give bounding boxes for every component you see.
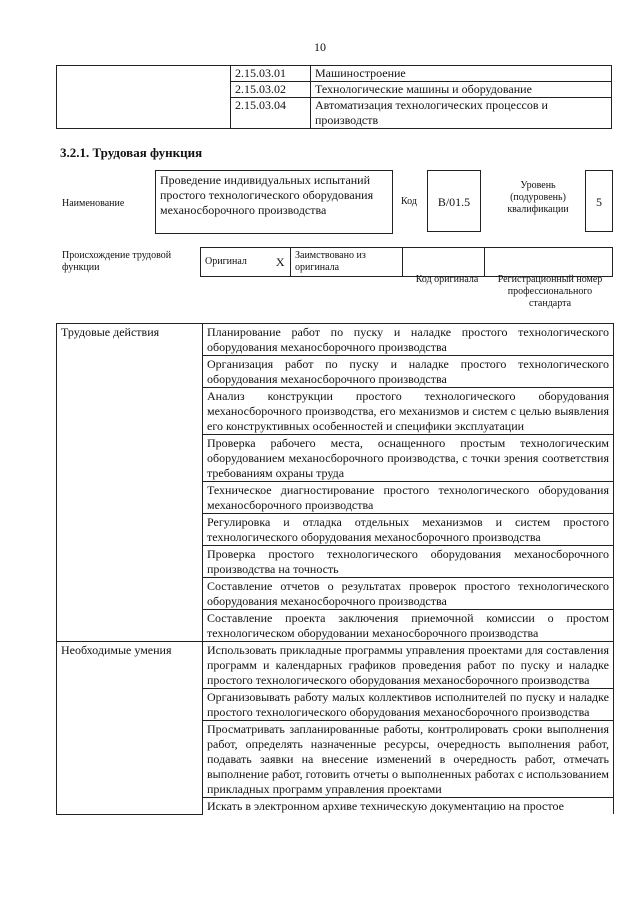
list-item: Просматривать запланированные работы, контролировать сроки выполнения работ, определять назначенные ресурсы, очередность выполнения работ, подавать заявки на внесение изменений в очередность работ, отмечать выполнение работ, готовить отчеты о выполненных работах с использованием прикладных программ управления проектами — [203, 721, 614, 798]
table-row — [57, 66, 612, 82]
original-mark: X — [271, 248, 291, 277]
list-item: Техническое диагностирование простого технологического оборудования механосборочного производства — [203, 482, 614, 514]
code-label: Код — [401, 196, 417, 207]
name-cell: Автоматизация технологических процессов и производств — [311, 98, 612, 129]
code-cell: 2.15.03.04 — [231, 98, 311, 129]
qualification-level-box: 5 — [585, 170, 613, 232]
required-skills-label: Необходимые умения — [57, 642, 203, 815]
reg-number-cell — [485, 248, 613, 277]
level-label: Уровень (подуровень) квалификации — [507, 180, 569, 215]
list-item: Составление проекта заключения приемочной комиссии о простом технологическом оборудовании механосборочного производства — [203, 610, 614, 642]
name-cell: Технологические машины и оборудование — [311, 82, 612, 98]
list-item: Организация работ по пуску и наладке простого технологического оборудования механосборочного производства — [203, 356, 614, 388]
list-item: Искать в электронном архиве техническую документацию на простое — [203, 798, 614, 815]
original-cell: Оригинал — [201, 248, 271, 277]
list-item: Организовывать работу малых коллективов исполнителей по пуску и наладке простого технологического оборудования механосборочного производства — [203, 689, 614, 721]
code-cell: 2.15.03.01 — [231, 66, 311, 82]
section-title: 3.2.1. Трудовая функция — [60, 145, 203, 160]
name-label: Наименование — [62, 198, 125, 209]
list-item: Составление отчетов о результатах проверок простого технологического оборудования механосборочного производства — [203, 578, 614, 610]
function-name-box: Проведение индивидуальных испытаний простого технологического оборудования механосборочного производства — [155, 170, 393, 234]
function-details-table — [56, 323, 614, 815]
borrowed-cell: Заимствовано из оригинала — [291, 248, 403, 277]
list-item: Планирование работ по пуску и наладке простого технологического оборудования механосборочного производства — [203, 324, 614, 356]
labor-actions-label: Трудовые действия — [57, 324, 203, 642]
list-item: Проверка простого технологического оборудования механосборочного производства на точность — [203, 546, 614, 578]
list-item: Регулировка и отладка отдельных механизмов и систем простого технологического оборудования механосборочного производства — [203, 514, 614, 546]
origin-label: Происхождение трудовой функции — [62, 250, 172, 273]
list-item: Использовать прикладные программы управления проектами для составления программ и календарных графиков проведения работ по пуску и наладке простого технологического оборудования механосборочного производства — [203, 642, 614, 689]
code-cell: 2.15.03.02 — [231, 82, 311, 98]
education-codes-table — [56, 65, 612, 129]
page-number: 10 — [314, 40, 326, 54]
reg-number-caption: Регистрационный номер профессионального стандарта — [497, 274, 603, 309]
code-original-cell — [403, 248, 485, 277]
list-item: Анализ конструкции простого технологического оборудования механосборочного производства, его механизмов и систем с целью выявления его конструктивных особенностей и специфики эксплуатации — [203, 388, 614, 435]
name-cell: Машиностроение — [311, 66, 612, 82]
table-row — [201, 248, 613, 277]
empty-cell — [57, 66, 231, 129]
code-original-caption: Код оригинала — [415, 274, 479, 285]
table-row — [57, 642, 614, 689]
origin-table — [200, 247, 613, 277]
table-row — [57, 324, 614, 356]
function-code-box: B/01.5 — [427, 170, 481, 232]
list-item: Проверка рабочего места, оснащенного простым технологическим оборудованием механосборочного производства, с точки зрения соответствия требованиям охраны труда — [203, 435, 614, 482]
